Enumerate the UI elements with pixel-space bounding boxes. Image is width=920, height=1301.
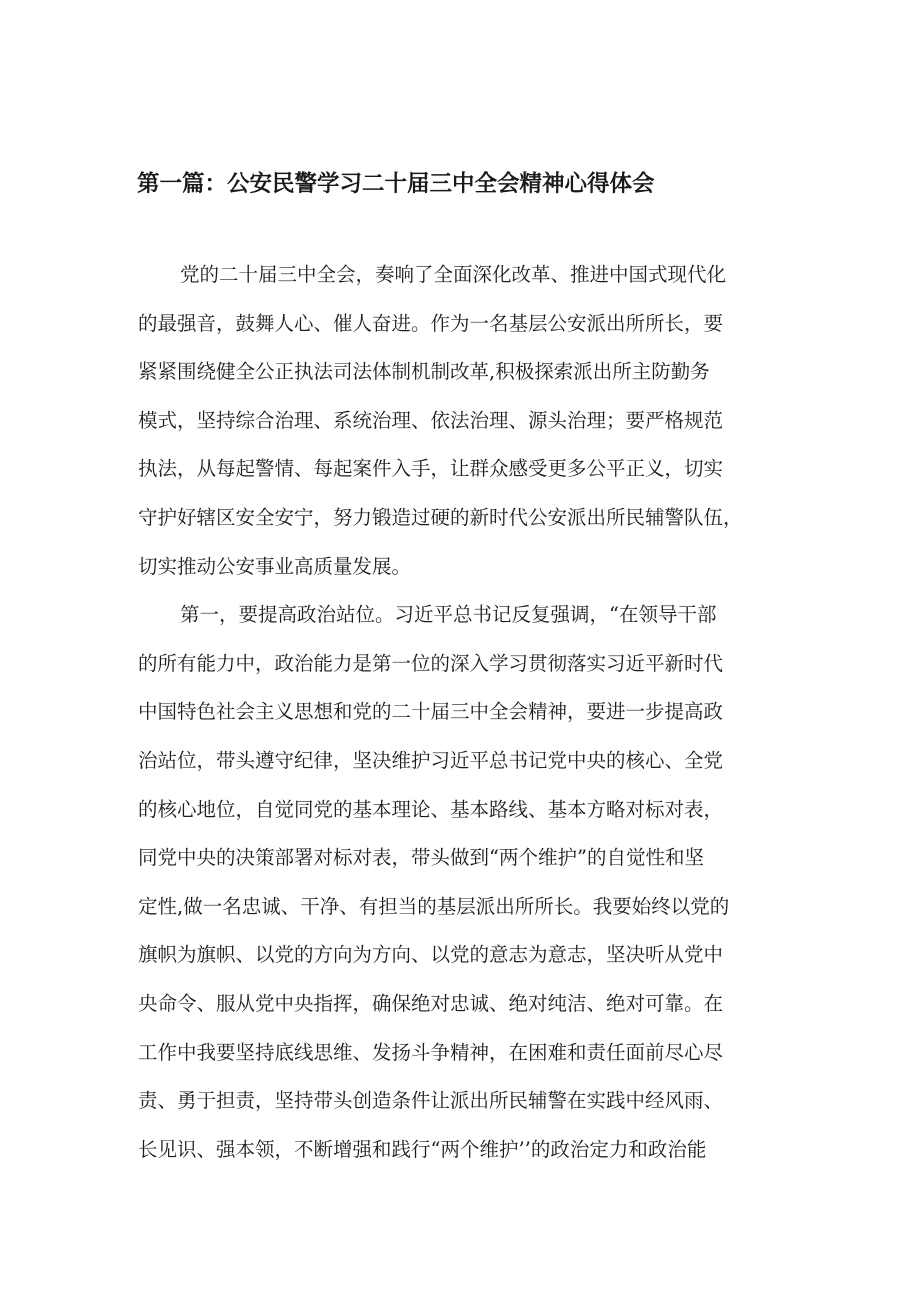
paragraph-line: 同党中央的决策部署对标对表，带头做到“两个维护”的自觉性和坚 <box>138 846 704 870</box>
paragraph-line: 紧紧围绕健全公正执法司法体制机制改革,积极探索派出所主防勤务 <box>138 360 710 384</box>
paragraph-line: 工作中我要坚持底线思维、发扬斗争精神，在困难和责任面前尽心尽 <box>138 1040 724 1064</box>
paragraph-line: 切实推动公安事业高质量发展。 <box>138 554 412 578</box>
paragraph-line: 第一，要提高政治站位。习近平总书记反复强调，“在领导干部 <box>180 603 717 627</box>
paragraph-line: 定性,做一名忠诚、干净、有担当的基层派出所所长。我要始终以党的 <box>138 894 730 918</box>
paragraph-line: 的核心地位，自觉同党的基本理论、基本路线、基本方略对标对表， <box>138 797 724 821</box>
paragraph-line: 执法，从每起警情、每起案件入手，让群众感受更多公平正义，切实 <box>138 457 724 481</box>
paragraph-line: 守护好辖区安全安宁，努力锻造过硬的新时代公安派出所民辅警队伍， <box>138 505 743 529</box>
document-body <box>138 251 798 1174</box>
paragraph-line: 的最强音，鼓舞人心、催人奋进。作为一名基层公安派出所所长，要 <box>138 311 724 335</box>
document-title: 第一篇：公安民警学习二十届三中全会精神心得体会 <box>137 171 655 197</box>
paragraph-line: 模式，坚持综合治理、系统治理、依法治理、源头治理；要严格规范 <box>138 408 724 432</box>
paragraph-line: 旗帜为旗帜、以党的方向为方向、以党的意志为意志，坚决听从党中 <box>138 943 724 967</box>
paragraph-line: 治站位，带头遵守纪律，坚决维护习近平总书记党中央的核心、全党 <box>138 748 724 772</box>
paragraph-line: 央命令、服从党中央指挥，确保绝对忠诚、绝对纯洁、绝对可靠。在 <box>138 991 724 1015</box>
paragraph-line: 的所有能力中，政治能力是第一位的深入学习贯彻落实习近平新时代 <box>138 651 724 675</box>
paragraph-line: 责、勇于担责，坚持带头创造条件让派出所民辅警在实践中经风雨、 <box>138 1089 724 1113</box>
paragraph-line: 中国特色社会主义思想和党的二十届三中全会精神，要进一步提高政 <box>138 700 724 724</box>
paragraph-line: 长见识、强本领，不断增强和践行“两个维护’’的政治定力和政治能 <box>138 1137 707 1161</box>
paragraph-line: 党的二十届三中全会，奏响了全面深化改革、推进中国式现代化 <box>180 263 727 286</box>
